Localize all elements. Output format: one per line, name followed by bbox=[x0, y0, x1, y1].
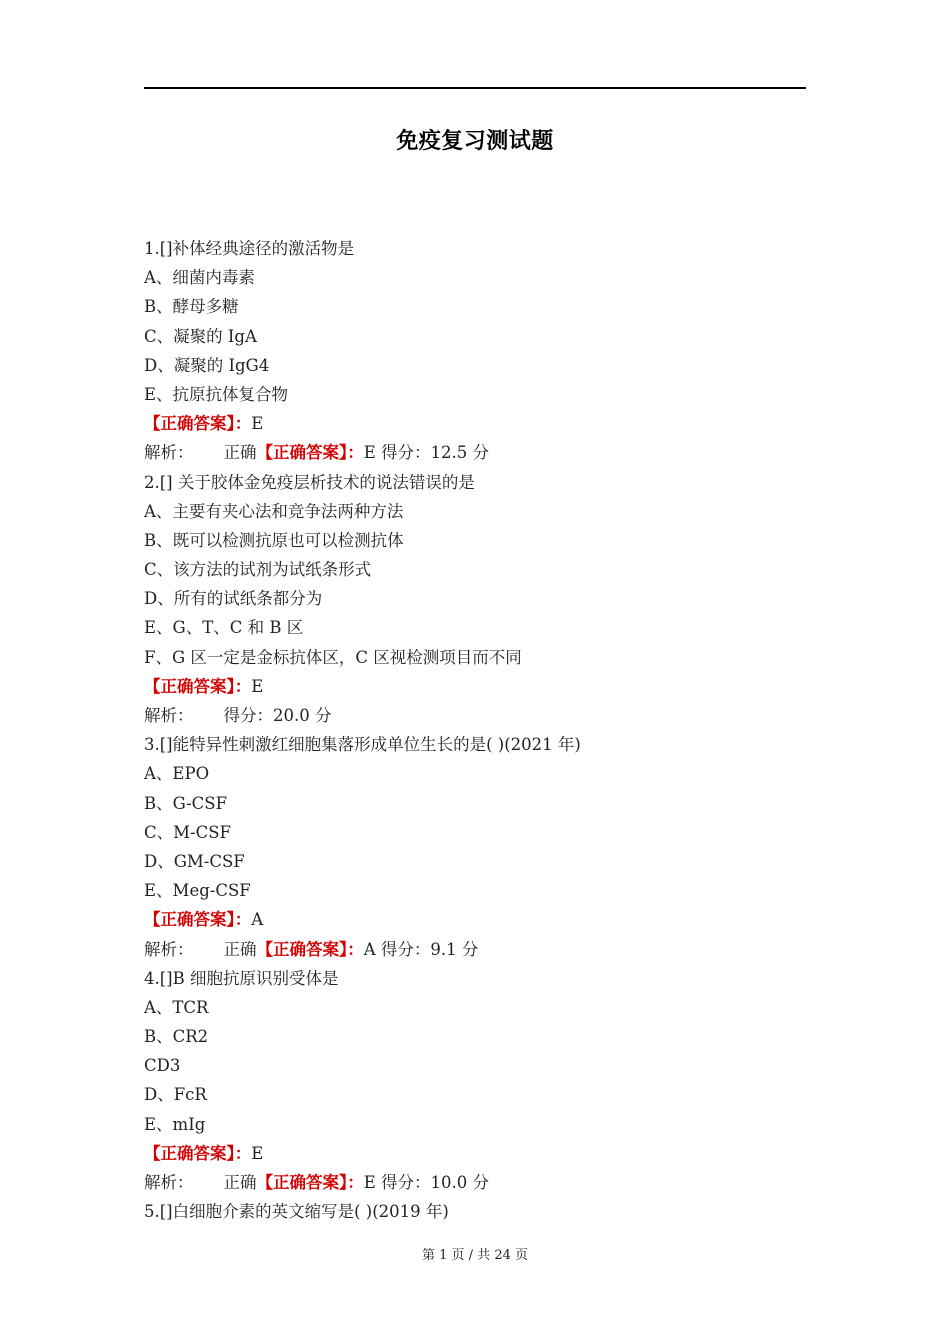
option: B、CR2 bbox=[144, 1027, 209, 1047]
answer-line bbox=[144, 1139, 824, 1168]
analysis-label: 解析： bbox=[144, 939, 194, 959]
answer-value: E bbox=[251, 676, 264, 696]
option: D、所有的试纸条都分为 bbox=[144, 589, 323, 609]
answer-label: 【正确答案】： bbox=[256, 939, 364, 959]
answer-line bbox=[144, 905, 824, 934]
answer-label: 【正确答案】： bbox=[144, 910, 252, 930]
analysis-line bbox=[144, 701, 824, 730]
option: C、M-CSF bbox=[144, 822, 231, 842]
correct-label: 正确 bbox=[223, 939, 257, 959]
option: A、TCR bbox=[144, 997, 209, 1017]
analysis-line bbox=[144, 935, 824, 964]
score-label: 得分： bbox=[380, 939, 431, 959]
option: D、凝聚的 IgG4 bbox=[144, 355, 270, 375]
question-stem: 4.[]B 细胞抗原识别受体是 bbox=[144, 968, 339, 988]
score-value: 10.0 分 bbox=[430, 1173, 490, 1192]
answer-value: E bbox=[251, 414, 264, 434]
document-body bbox=[144, 234, 824, 1226]
question-stem: 1.[]补体经典途径的激活物是 bbox=[144, 239, 355, 258]
correct-label: 正确 bbox=[223, 443, 257, 463]
score-value: 12.5 分 bbox=[430, 443, 490, 463]
option: E、抗原抗体复合物 bbox=[144, 384, 289, 404]
analysis-label: 解析： bbox=[144, 1173, 194, 1192]
answer-label: 【正确答案】： bbox=[144, 1143, 252, 1163]
analysis-label: 解析： bbox=[144, 706, 194, 725]
answer-value: A bbox=[251, 910, 264, 930]
option: CD3 bbox=[144, 1056, 181, 1076]
analysis-answer: E bbox=[363, 443, 376, 463]
option: F、G 区一定是金标抗体区，C 区视检测项目而不同 bbox=[144, 647, 522, 667]
option: E、mIg bbox=[144, 1114, 206, 1134]
score-value: 9.1 分 bbox=[430, 939, 479, 959]
option: A、EPO bbox=[144, 764, 210, 784]
question-stem: 5.[]白细胞介素的英文缩写是( )(2019 年) bbox=[144, 1202, 449, 1222]
page-title: 免疫复习测试题 bbox=[396, 128, 554, 154]
score-label: 得分： bbox=[381, 1173, 431, 1192]
option: C、该方法的试剂为试纸条形式 bbox=[144, 560, 372, 580]
option: E、G、T、C 和 B 区 bbox=[144, 618, 304, 638]
correct-label: 正确 bbox=[223, 1173, 257, 1192]
answer-label: 【正确答案】： bbox=[144, 414, 252, 434]
page-footer: 第 1 页 / 共 24 页 bbox=[422, 1248, 528, 1263]
answer-label: 【正确答案】： bbox=[256, 1173, 364, 1192]
score-label: 得分： bbox=[381, 443, 431, 463]
option: D、GM-CSF bbox=[144, 851, 245, 871]
analysis-answer: A bbox=[363, 939, 376, 959]
question-stem: 3.[]能特异性刺激红细胞集落形成单位生长的是( )(2021 年) bbox=[144, 735, 581, 755]
option: B、酵母多糖 bbox=[144, 297, 239, 317]
header-rule bbox=[144, 87, 806, 89]
score-label: 得分： bbox=[223, 706, 273, 725]
analysis-label: 解析： bbox=[144, 443, 194, 463]
question-stem: 2.[] 关于胶体金免疫层析技术的说法错误的是 bbox=[144, 472, 475, 492]
analysis-line bbox=[144, 1168, 824, 1197]
answer-value: E bbox=[251, 1143, 264, 1163]
analysis-answer: E bbox=[363, 1173, 376, 1192]
option: C、凝聚的 IgA bbox=[144, 326, 257, 346]
option: D、FcR bbox=[144, 1085, 207, 1105]
analysis-line bbox=[144, 438, 824, 467]
option: E、Meg-CSF bbox=[144, 881, 251, 901]
answer-label: 【正确答案】： bbox=[144, 676, 252, 696]
answer-line bbox=[144, 672, 824, 701]
answer-line bbox=[144, 409, 824, 438]
score-value: 20.0 分 bbox=[273, 706, 332, 725]
option: B、G-CSF bbox=[144, 793, 228, 813]
option: B、既可以检测抗原也可以检测抗体 bbox=[144, 530, 404, 550]
option: A、细菌内毒素 bbox=[144, 268, 255, 288]
option: A、主要有夹心法和竞争法两种方法 bbox=[144, 501, 404, 521]
answer-label: 【正确答案】： bbox=[256, 443, 364, 463]
